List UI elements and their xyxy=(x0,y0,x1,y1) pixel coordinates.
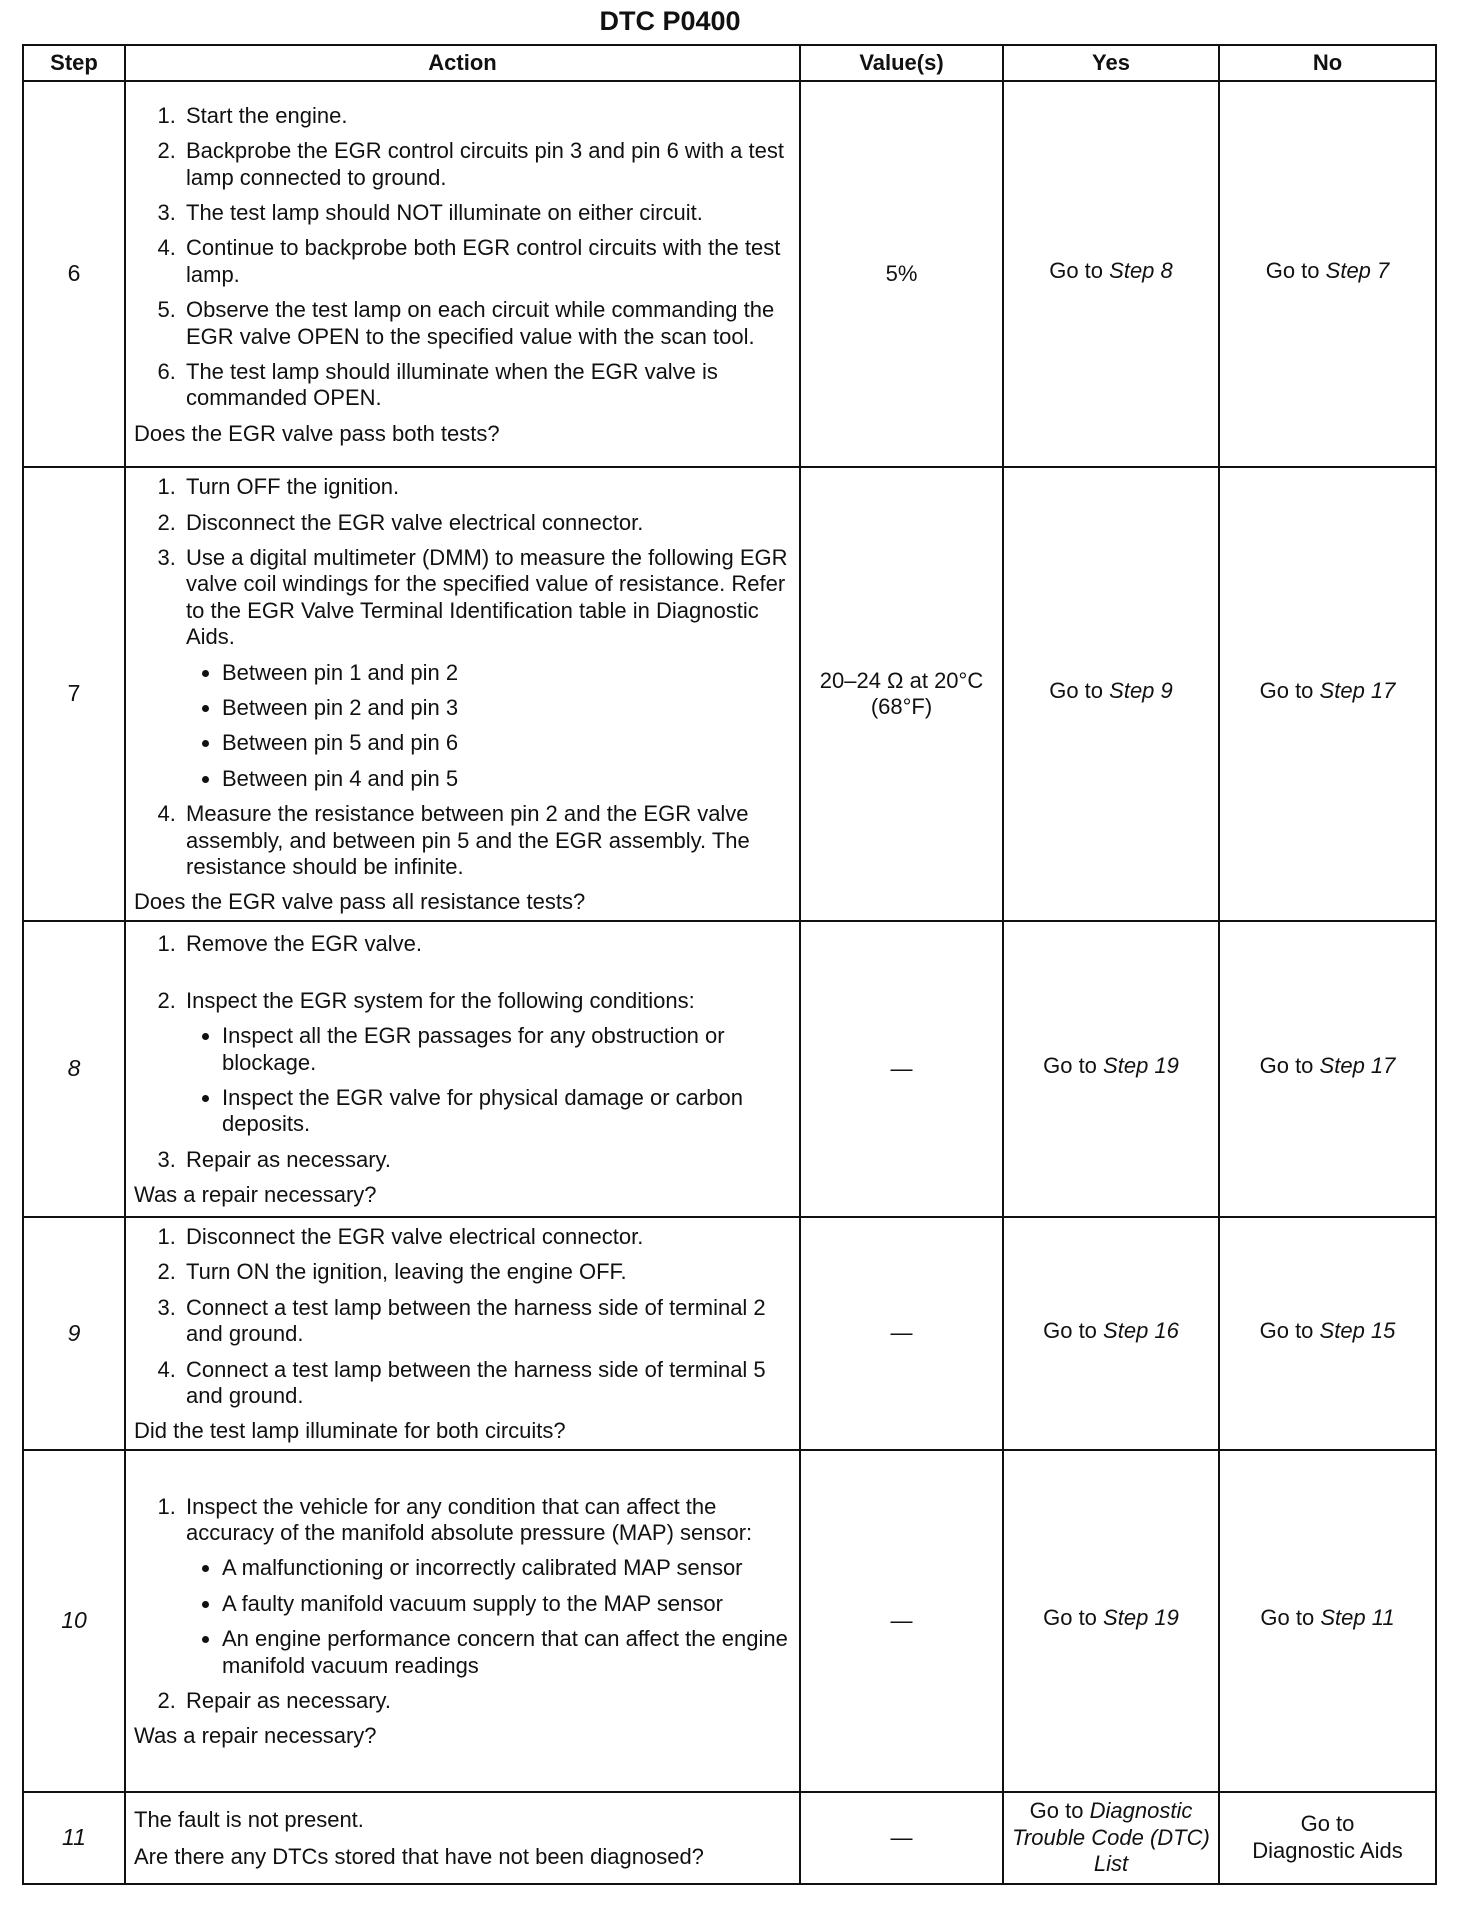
question: Was a repair necessary? xyxy=(134,1182,377,1208)
header-row xyxy=(23,45,1436,81)
page-title: DTC P0400 xyxy=(599,6,741,36)
go-to-label: Go to xyxy=(1300,1811,1355,1837)
no-cell xyxy=(1219,1792,1436,1884)
yes-cell xyxy=(1003,1217,1219,1450)
action-item: 3. The test lamp should NOT illuminate on either circuit. xyxy=(182,200,793,226)
yes-cell xyxy=(1003,81,1219,467)
value-cell: — xyxy=(800,1792,1003,1884)
action-cell xyxy=(125,81,800,467)
action-line: The fault is not present. xyxy=(134,1807,364,1833)
action-cell xyxy=(125,921,800,1217)
no-cell xyxy=(1219,467,1436,921)
go-to-label: Go to xyxy=(1043,1053,1097,1079)
yes-target: Diagnostic Trouble Code (DTC) List xyxy=(1012,1798,1210,1876)
no-cell xyxy=(1219,1450,1436,1792)
action-item-text: Inspect the vehicle for any condition that can affect the accuracy of the manifold absolute pressure (MAP) sensor: xyxy=(186,1493,753,1546)
bullet-item: • Between pin 2 and pin 3 xyxy=(222,695,793,721)
yes-target: Step 8 xyxy=(1109,258,1173,284)
go-to-label: Go to xyxy=(1259,1053,1314,1079)
action-item-text: Use a digital multimeter (DMM) to measure the following EGR valve coil windings for the specified value of resistance. Refer to the EGR Valve Terminal Identification table in Diagnostic Aids. xyxy=(186,545,788,650)
bullet-item: • Between pin 1 and pin 2 xyxy=(222,660,793,686)
no-target: Diagnostic Aids xyxy=(1252,1837,1403,1863)
value-cell: — xyxy=(800,1217,1003,1450)
action-item: 4. Measure the resistance between pin 2 and the EGR valve assembly, and between pin 5 and the EGR assembly. The resistance should be infinite. xyxy=(182,801,793,880)
action-item: 1. Start the engine. xyxy=(182,103,793,129)
question: Did the test lamp illuminate for both circuits? xyxy=(134,1418,566,1444)
step-number: 11 xyxy=(23,1792,125,1884)
table-row xyxy=(23,467,1436,921)
action-item: 5. Observe the test lamp on each circuit while commanding the EGR valve OPEN to the specified value with the scan tool. xyxy=(182,297,793,350)
yes-cell xyxy=(1003,1450,1219,1792)
no-target: Step 15 xyxy=(1319,1317,1396,1343)
yes-target: Step 16 xyxy=(1103,1317,1179,1343)
table-row xyxy=(23,81,1436,467)
value-cell: — xyxy=(800,1450,1003,1792)
header-step: Step xyxy=(23,45,125,81)
value-cell: — xyxy=(800,921,1003,1217)
go-to-label: Go to xyxy=(1043,1605,1097,1631)
action-item: 2. Backprobe the EGR control circuits pin 3 and pin 6 with a test lamp connected to ground. xyxy=(182,138,793,191)
no-cell xyxy=(1219,81,1436,467)
action-cell xyxy=(125,1450,800,1792)
dtc-table xyxy=(22,44,1437,1885)
action-item: 6. The test lamp should illuminate when the EGR valve is commanded OPEN. xyxy=(182,359,793,412)
yes-target: Step 19 xyxy=(1103,1605,1179,1631)
no-target: Step 7 xyxy=(1325,258,1390,284)
action-item: 4. Connect a test lamp between the harness side of terminal 5 and ground. xyxy=(182,1357,793,1410)
question: Was a repair necessary? xyxy=(134,1723,377,1749)
yes-target: Step 9 xyxy=(1109,678,1173,704)
action-item: 1. Remove the EGR valve. xyxy=(182,931,793,957)
yes-cell xyxy=(1003,1792,1219,1884)
value-cell: 20–24 Ω at 20°C (68°F) xyxy=(800,467,1003,921)
action-cell xyxy=(125,1217,800,1450)
step-number: 6 xyxy=(23,81,125,467)
go-to-label: Go to xyxy=(1260,1605,1315,1631)
question: Does the EGR valve pass both tests? xyxy=(134,420,500,446)
step-number: 7 xyxy=(23,467,125,921)
no-target: Step 11 xyxy=(1320,1605,1395,1631)
table-row xyxy=(23,921,1436,1217)
action-item: 3. Connect a test lamp between the harness side of terminal 2 and ground. xyxy=(182,1295,793,1348)
action-item: 4. Continue to backprobe both EGR control circuits with the test lamp. xyxy=(182,235,793,288)
no-target: Step 17 xyxy=(1319,1053,1396,1079)
go-to-label: Go to xyxy=(1029,1798,1084,1824)
action-item: 3. Repair as necessary. xyxy=(182,1147,793,1173)
yes-cell xyxy=(1003,921,1219,1217)
action-item: 1. Turn OFF the ignition. xyxy=(182,474,793,500)
go-to-label: Go to xyxy=(1043,1317,1097,1343)
header-action: Action xyxy=(125,45,800,81)
go-to-label: Go to xyxy=(1259,1317,1314,1343)
step-number: 8 xyxy=(23,921,125,1217)
table-row xyxy=(23,1217,1436,1450)
bullet-item: • A malfunctioning or incorrectly calibrated MAP sensor xyxy=(222,1555,793,1581)
action-item: 2. Turn ON the ignition, leaving the engine OFF. xyxy=(182,1259,793,1285)
yes-target: Step 19 xyxy=(1103,1053,1179,1079)
step-number: 9 xyxy=(23,1217,125,1450)
bullet-item: • Inspect all the EGR passages for any obstruction or blockage. xyxy=(222,1023,793,1076)
bullet-item: • An engine performance concern that can affect the engine manifold vacuum readings xyxy=(222,1626,793,1679)
action-item xyxy=(182,988,793,1138)
table-row xyxy=(23,1450,1436,1792)
action-item: 2. Disconnect the EGR valve electrical connector. xyxy=(182,510,793,536)
go-to-label: Go to xyxy=(1265,258,1320,284)
bullet-item: • Between pin 5 and pin 6 xyxy=(222,730,793,756)
go-to-label: Go to xyxy=(1259,678,1314,704)
header-values: Value(s) xyxy=(800,45,1003,81)
action-cell xyxy=(125,467,800,921)
bullet-item: • Between pin 4 and pin 5 xyxy=(222,766,793,792)
yes-cell xyxy=(1003,467,1219,921)
bullet-item: • Inspect the EGR valve for physical damage or carbon deposits. xyxy=(222,1085,793,1138)
action-item xyxy=(182,545,793,792)
no-cell xyxy=(1219,921,1436,1217)
header-yes: Yes xyxy=(1003,45,1219,81)
table-row xyxy=(23,1792,1436,1884)
action-cell xyxy=(125,1792,800,1884)
header-no: No xyxy=(1219,45,1436,81)
value-cell: 5% xyxy=(800,81,1003,467)
action-item: 2. Repair as necessary. xyxy=(182,1688,793,1714)
no-target: Step 17 xyxy=(1319,678,1396,704)
action-item xyxy=(182,1494,793,1679)
no-cell xyxy=(1219,1217,1436,1450)
action-line: Are there any DTCs stored that have not been diagnosed? xyxy=(134,1843,704,1869)
bullet-item: • A faulty manifold vacuum supply to the MAP sensor xyxy=(222,1591,793,1617)
action-item-text: Inspect the EGR system for the following conditions: xyxy=(186,987,695,1013)
question: Does the EGR valve pass all resistance tests? xyxy=(134,889,586,915)
step-number: 10 xyxy=(23,1450,125,1792)
go-to-label: Go to xyxy=(1049,258,1104,284)
action-item: 1. Disconnect the EGR valve electrical connector. xyxy=(182,1224,793,1250)
go-to-label: Go to xyxy=(1049,678,1104,704)
